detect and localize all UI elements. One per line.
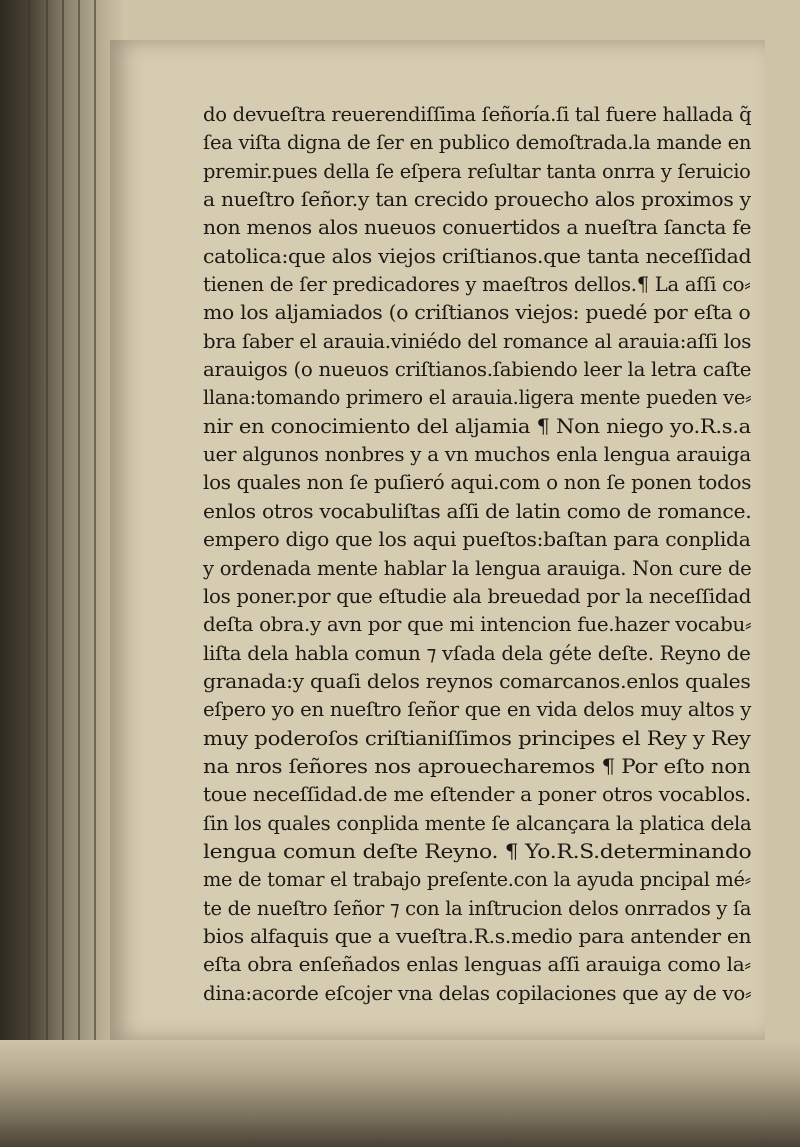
text-line: muy poderoſos criſtianiſſimos principes el Rey y Rey <box>203 725 751 750</box>
text-line: granada:y quaſi delos reynos comarcanos.enlos quales <box>203 668 751 693</box>
text-line: me de tomar el trabajo preſente.con la ayuda pncipal mé⸗ <box>203 867 751 892</box>
text-block <box>203 100 751 1007</box>
text-line: deſta obra.y avn por que mi intencion fue.hazer vocabu⸗ <box>203 612 752 637</box>
text-line: dina:acorde eſcojer vna delas copilaciones que ay de vo⸗ <box>203 980 752 1005</box>
text-line: eſta obra enſeñados enlas lenguas aſſi arauiga como la⸗ <box>203 952 751 977</box>
text-line: y ordenada mente hablar la lengua arauiga. Non cure de <box>203 555 752 580</box>
binding-gutter <box>0 0 125 1147</box>
page-stack-bottom <box>0 1040 800 1147</box>
text-line: arauigos (o nueuos criſtianos.ſabiendo leer la letra caſte <box>203 357 752 382</box>
text-line: los quales non ſe puſieró aqui.com o non ſe ponen todos <box>203 470 752 495</box>
page-edge <box>62 0 64 1147</box>
text-line: na nros ſeñores nos aprouecharemos ¶ Por eſto non <box>203 753 751 778</box>
text-line: mo los aljamiados (o criſtianos viejos: puedé por eſta o <box>203 300 751 325</box>
text-line: los poner.por que eſtudie ala breuedad por la neceſſidad <box>203 583 752 608</box>
text-line: tienen de ſer predicadores y maeſtros dellos.¶ La aſſi co⸗ <box>203 272 751 297</box>
text-line: uer algunos nonbres y a vn muchos enla lengua arauiga <box>203 442 751 467</box>
text-line: toue neceſſidad.de me eſtender a poner otros vocablos. <box>203 782 751 807</box>
text-line: enlos otros vocabuliſtas aſſi de latin como de romance. <box>203 498 752 523</box>
text-line: bra ſaber el arauia.viniédo del romance al arauia:aſſi los <box>203 328 752 353</box>
text-line: te de nueſtro ſeñor ⁊ con la inſtrucion delos onrrados y ſa <box>203 895 752 920</box>
text-line: nir en conocimiento del aljamia ¶ Non niego yo.R.s.a <box>203 413 751 438</box>
page-edge <box>94 0 96 1147</box>
page-edge <box>28 0 30 1147</box>
text-line: llana:tomando primero el arauia.ligera mente pueden ve⸗ <box>203 385 752 410</box>
text-line: catolica:que alos viejos criſtianos.que tanta neceſſidad <box>203 243 752 268</box>
text-line: ſea viſta digna de ſer en publico demoſtrada.la mande en <box>203 130 752 155</box>
text-line: ſin los quales conplida mente ſe alcançara la platica dela <box>203 810 752 835</box>
text-line: do devueſtra reuerendiſſima ſeñoría.ſi tal fuere hallada q̃ <box>203 102 752 126</box>
text-line: eſpero yo en nueſtro ſeñor que en vida delos muy altos y <box>203 697 752 722</box>
page-edge <box>78 0 80 1147</box>
text-line: a nueſtro ſeñor.y tan crecido prouecho alos proximos y <box>203 187 751 212</box>
text-line: premir.pues della ſe eſpera reſultar tanta onrra y ſeruicio <box>203 158 751 183</box>
text-line: bios alfaquis que a vueſtra.R.s.medio para antender en <box>203 923 752 948</box>
text-line: liſta dela habla comun ⁊ vſada dela géte deſte. Reyno de <box>203 640 751 665</box>
text-line: non menos alos nueuos conuertidos a nueſtra ſancta fe <box>203 215 752 240</box>
text-line: empero digo que los aqui pueſtos:baſtan para conplida <box>203 527 751 552</box>
text-line: lengua comun deſte Reyno. ¶ Yo.R.S.determinando <box>203 838 752 863</box>
page-edge <box>46 0 48 1147</box>
